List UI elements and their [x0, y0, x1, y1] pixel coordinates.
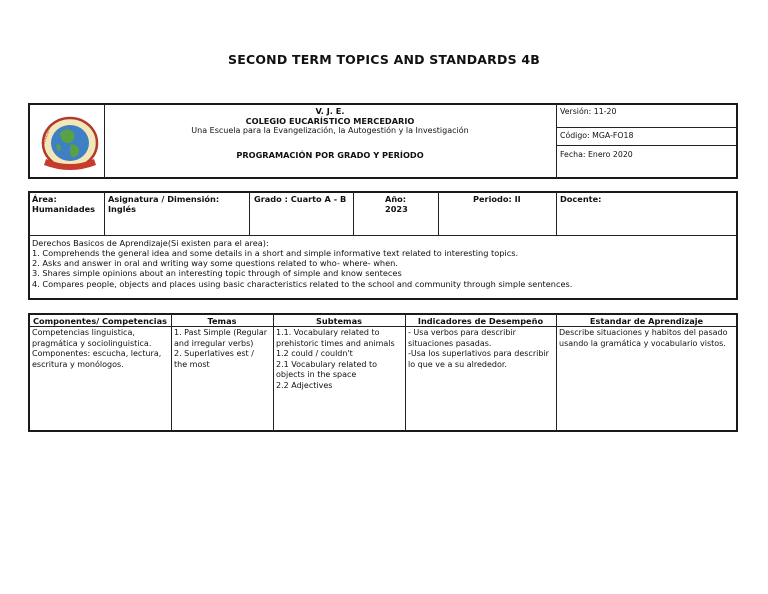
document-title: SECOND TERM TOPICS AND STANDARDS 4B — [228, 52, 540, 67]
date-label: Fecha: Enero 2020 — [560, 150, 633, 159]
subject-value: Inglés — [108, 204, 136, 214]
school-logo-icon — [40, 115, 104, 171]
subject-label: Asignatura / Dimensión: — [108, 194, 220, 204]
school-motto: Una Escuela para la Evangelización, la Autogestión y la Investigación — [191, 126, 469, 135]
cell-competencias: Competencias linguistica, pragmática y sociolinguistica. Componentes: escucha, lectura, escritura y monólogos. — [32, 328, 162, 369]
version-label: Versión: 11-20 — [560, 107, 617, 116]
cell-subtemas: 1.1. Vocabulary related to prehistoric times and animals 1.2 could / couldn't 2.1 Vocabulary related to objects in the space 2.2 Adjectives — [276, 328, 395, 390]
header-competencias: Componentes/ Competencias — [33, 316, 167, 326]
area-label: Área: — [32, 194, 57, 204]
dba-item: 3. Shares simple opinions about an interesting topic through of simple and know senteces — [32, 268, 402, 278]
period-label: Periodo: II — [473, 194, 521, 204]
code-label: Código: MGA-FO18 — [560, 131, 634, 140]
header-indicadores: Indicadores de Desempeño — [417, 316, 544, 326]
grade-label: Grado : Cuarto A - B — [254, 194, 347, 204]
dba-heading: Derechos Basicos de Aprendizaje(Si existen para el area): — [32, 238, 269, 248]
cell-temas: 1. Past Simple (Regular and irregular verbs) 2. Superlatives est / the most — [174, 328, 268, 369]
school-name: COLEGIO EUCARÍSTICO MERCEDARIO — [245, 116, 415, 126]
header-vje: V. J. E. — [315, 106, 345, 116]
dba-item: 1. Comprehends the general idea and some details in a short and simple informative text related to interesting topics. — [32, 248, 519, 258]
cell-indicadores: - Usa verbos para describir situaciones pasadas. -Usa los superlativos para describir lo que ve a su alrededor. — [408, 328, 549, 369]
header-temas: Temas — [207, 316, 237, 326]
dba-item: 2. Asks and answer in oral and writing way some questions related to who- where- when. — [32, 258, 398, 268]
dba-item: 4. Compares people, objects and places using basic characteristics related to the school and community through simple sentences. — [32, 279, 573, 289]
header-subtemas: Subtemas — [316, 316, 362, 326]
header-estandar: Estandar de Aprendizaje — [589, 316, 704, 326]
year-value: 2023 — [385, 204, 408, 214]
cell-estandar: Describe situaciones y habitos del pasado usando la gramática y vocabulario vistos. — [559, 328, 728, 348]
teacher-label: Docente: — [560, 194, 602, 204]
year-label: Año: — [385, 194, 407, 204]
area-value: Humanidades — [32, 204, 96, 214]
svg-text:COLEGIO: COLEGIO — [40, 126, 52, 146]
program-title: PROGRAMACIÓN POR GRADO Y PERÍODO — [236, 150, 424, 160]
